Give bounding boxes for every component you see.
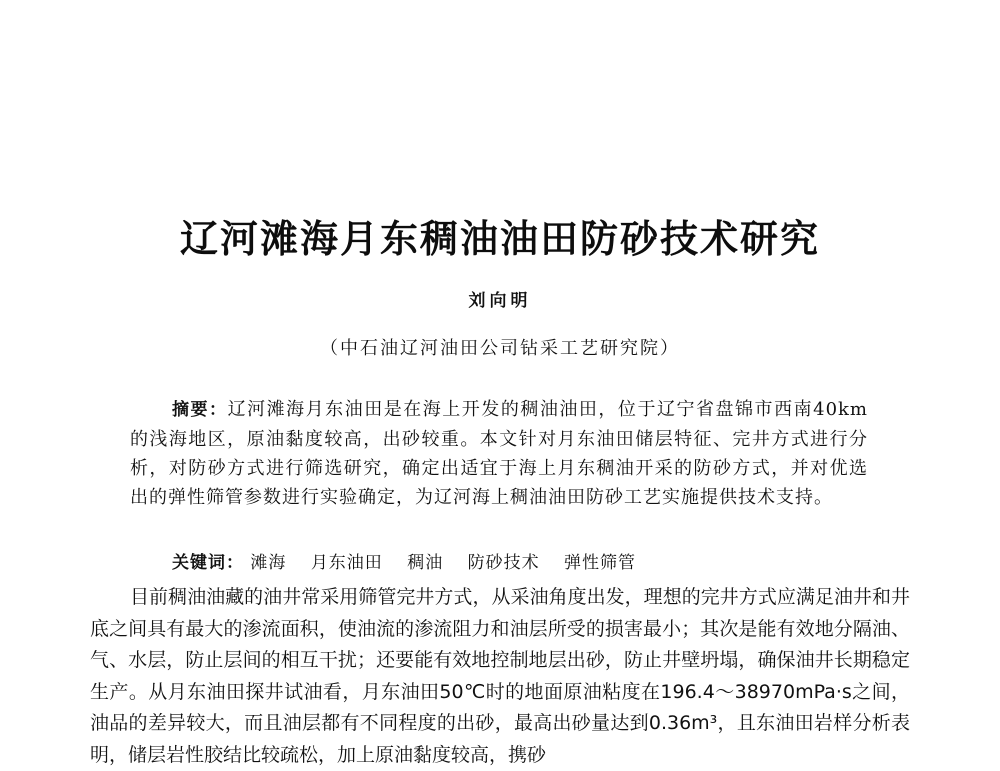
paper-title: 辽河滩海月东稠油油田防砂技术研究 <box>179 217 820 261</box>
keyword-item: 稠油 <box>407 553 444 573</box>
keyword-item: 月东油田 <box>310 553 383 573</box>
abstract-paragraph <box>130 395 868 512</box>
keyword-item: 防砂技术 <box>467 553 540 573</box>
body-paragraph: 目前稠油油藏的油井常采用筛管完井方式，从采油角度出发，理想的完井方式应满足油井和井底之间具有最大的渗流面积，使油流的渗流阻力和油层所受的损害最小；其次是能有效地分隔油、气、水层，防止层间的相互干扰；还要能有效地控制地层出砂，防止井壁坍塌，确保油井长期稳定生产。从月东油田探井试油看，月东油田50℃时的地面原油粘度在196.4～38970mPa·s之间，油品的差异较大，而且油层都有不同程度的出砂，最高出砂量达到0.36m³，且东油田岩样分析表明，储层岩性胶结比较疏松，加上原油黏度较高，携砂 <box>90 586 910 766</box>
abstract-label: 摘要： <box>172 400 228 420</box>
keyword-item: 滩海 <box>250 553 287 573</box>
author-affiliation: （中石油辽河油田公司钻采工艺研究院） <box>320 338 680 359</box>
keywords-label: 关键词： <box>172 553 244 573</box>
keywords-line <box>172 550 872 576</box>
keyword-item: 弹性筛管 <box>564 553 637 573</box>
author-name: 刘向明 <box>468 291 532 311</box>
abstract-text: 辽河滩海月东油田是在海上开发的稠油油田，位于辽宁省盘锦市西南40km的浅海地区，原油黏度较高，出砂较重。本文针对月东油田储层特征、完井方式进行分析，对防砂方式进行筛选研究，确定出适宜于海上月东稠油开采的防砂方式，并对优选出的弹性筛管参数进行实验确定，为辽河海上稠油油田防砂工艺实施提供技术支持。 <box>130 399 868 508</box>
